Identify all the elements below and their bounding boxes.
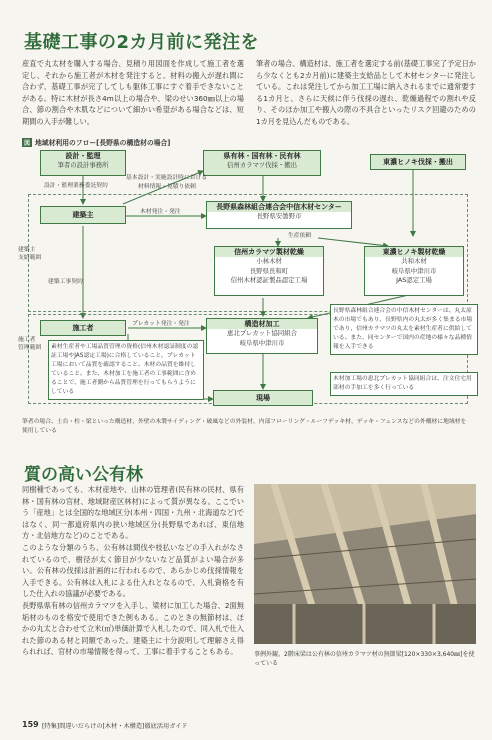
builder-note: 素材生産者や工場品質管理の資格(信州木材認証制度の認証工場やJAS認定工場)に合格していること。プレカット工場において品質を確認すること。木材の品質を維持していること。また、木材加工を施工者の工事範囲に含めることで、施工者側から品質管理を行ってもらうようにしている <box>48 340 204 400</box>
section-title: 基礎工事の2カ月前に発注を <box>24 32 260 53</box>
beam-photo-illustration <box>254 484 476 644</box>
dryer2-line3: JAS認定工場 <box>396 276 432 284</box>
page-number: 159 <box>22 720 39 729</box>
label-design-contract: 設計・監理業務委託契約 <box>44 183 108 189</box>
label-basic-design: 基本設計・実施設計時における <box>126 175 208 181</box>
client-title: 建築主 <box>72 211 94 219</box>
center-sub: 長野県安曇野市 <box>256 212 302 220</box>
label-precut-order: プレカット発注・発注 <box>132 321 190 327</box>
dryer1-line3: 信州木材認証製品認定工場 <box>230 276 308 284</box>
dryer1-line2: 長野県長和町 <box>249 266 289 275</box>
paragraph: 産直で丸太材を購入する場合、見積り用図面を作成して施工者を選定し、それから施工者が木材を発注すると、材料の搬入が遅れ間に合わず、基礎工事が完了してしも躯体工事にすぐ着手できないことがある。特に木材が長さ4m以上の場合や、梁のせい360㎜以上の場合、節の割合や木肌などについて細かい希望がある場合などは、短期間の入手が難しい。 <box>22 59 244 126</box>
center-title: 長野県森林組合連合会中信木材センター <box>207 202 351 212</box>
precut-note: 木材加工場の恵北プレカット協同組合は、注文住宅用部材の手加工を多く行っている <box>330 372 478 396</box>
site-box <box>213 390 313 406</box>
flow-diagram <box>18 146 478 411</box>
dryer2-line1: 共和木材 <box>401 257 427 265</box>
precut-line1: 恵北プレカット協同組合 <box>227 329 297 337</box>
producer-sub: 信州カラマツ伐採・搬出 <box>226 161 298 169</box>
design-sub: 筆者の設計事務所 <box>57 161 109 169</box>
footer-title: [特集]間違いだらけの[木材・木構造]徹底活用ガイド <box>42 723 188 730</box>
center-box <box>206 201 352 229</box>
dryer2-box <box>364 246 464 296</box>
label-builder-range: 施工者 管理範囲 <box>18 337 42 351</box>
design-box <box>40 150 126 176</box>
producer-title: 県有林・国有林・民有林 <box>223 152 301 160</box>
dryer1-line1: 小林木材 <box>256 257 282 265</box>
east-title: 東濃ヒノキ伐採・搬出 <box>383 158 453 166</box>
label-client-range: 建築主 支給範囲 <box>18 247 42 261</box>
dryer2-line2: 岐阜県中津川市 <box>391 266 437 275</box>
photo-caption: 事例外観。2階床梁は公有林の信州カラマツ材の無節梁[120×330×3,640㎜]を使っている <box>254 651 475 667</box>
construction-photo <box>254 484 476 644</box>
center-note: 長野県森林組合連合会の中信木材センターは、丸太原木の市場でもあり、長野県内の丸太が多く集まる市場であり、信州カラマツの丸太を素材生産者に供給している。また、同センターで国内の産地の様々な品種情報を入手できる <box>330 304 478 355</box>
builder-box <box>40 320 126 336</box>
producer-box <box>203 150 321 176</box>
precut-title: 構造材加工 <box>207 319 317 329</box>
section-title: 質の高い公有林 <box>24 465 143 485</box>
design-title: 設計・監理 <box>65 152 101 160</box>
figure-mark: 図 <box>24 140 31 147</box>
label-build-contract: 建築工事契約 <box>48 279 83 285</box>
site-title: 現場 <box>256 394 270 402</box>
page-footer <box>0 708 492 740</box>
precut-box <box>206 318 318 354</box>
client-box <box>40 206 126 224</box>
paragraph: 同樹種であっても、木材産地や、山林の管理者(民有林の民材、県有林・国有林の官材、地域財産区林材)によって質が異なる。ここでいう「産地」とは全国的な地域区分(本州・四国・九州・北海道など)ではなく、同一都道府県内の狭い地域区分(長野県であれば、東信地方・北信地方など)のことである。 このような分類のうち、公有林は間伐や枝払いなどの手入れがなされているので、樹径が太く節目が少ないなど品質がよい場合が多い。公有林の伐採は計画的に行われるので、あらかじめ伐採情報を入手できる。公有林は入札による仕入れとなるので、入札資格を有した仕入れの協議が必要である。 長野県県有林の信州カラマツを入手し、梁材に加工した場合、2面無垢材のものを格安で使用できた例もある。このときの無節材は、ほかの丸太と合わせて立米(㎥)単価計算で入札したので、同入札で仕入れた節のある材と同額であった。建築主に十分説明して理解さえ得られれば、官材の市場情報を得って、工事に着手することもある。 <box>22 485 244 657</box>
dryer1-box <box>214 246 324 296</box>
label-timber-order: 木材発注・発注 <box>140 209 181 215</box>
label-material: 材料情報・見積り依頼 <box>138 184 196 190</box>
dryer2-title: 東濃ヒノキ製材乾燥 <box>365 247 463 257</box>
figure-caption-text: 地域材利用のフロー[長野県の構造材の場合] <box>35 139 171 147</box>
footnote: 筆者の場合、土台・柱・梁といった構造材、外壁の木製サイディング・破風などの外装材、内部フローリング・ルーフデッキ材、デッキ・フェンスなどの外構材に地域材を使用している <box>22 419 467 434</box>
east-box <box>370 154 466 170</box>
dryer1-title: 信州カラマツ製材乾燥 <box>215 247 323 257</box>
paragraph: 筆者の場合、構造材は、施工者を選定する前(基礎工事完了予定日から少なくとも2カ月前)に建築主支給品として木材センターに発注している。これは発注してから加工工場に納入されるまでに通常要する1カ月と、さらに天候に伴う伐採の遅れ、乾燥過程での割れや反り、そのほか加工や搬入の際の不具合といったリスク回避のための1カ月を見込んだものである。 <box>256 59 476 126</box>
precut-line2: 岐阜県中津川市 <box>239 338 285 347</box>
builder-title: 施工者 <box>72 324 94 332</box>
label-production: 生産依頼 <box>288 233 312 239</box>
